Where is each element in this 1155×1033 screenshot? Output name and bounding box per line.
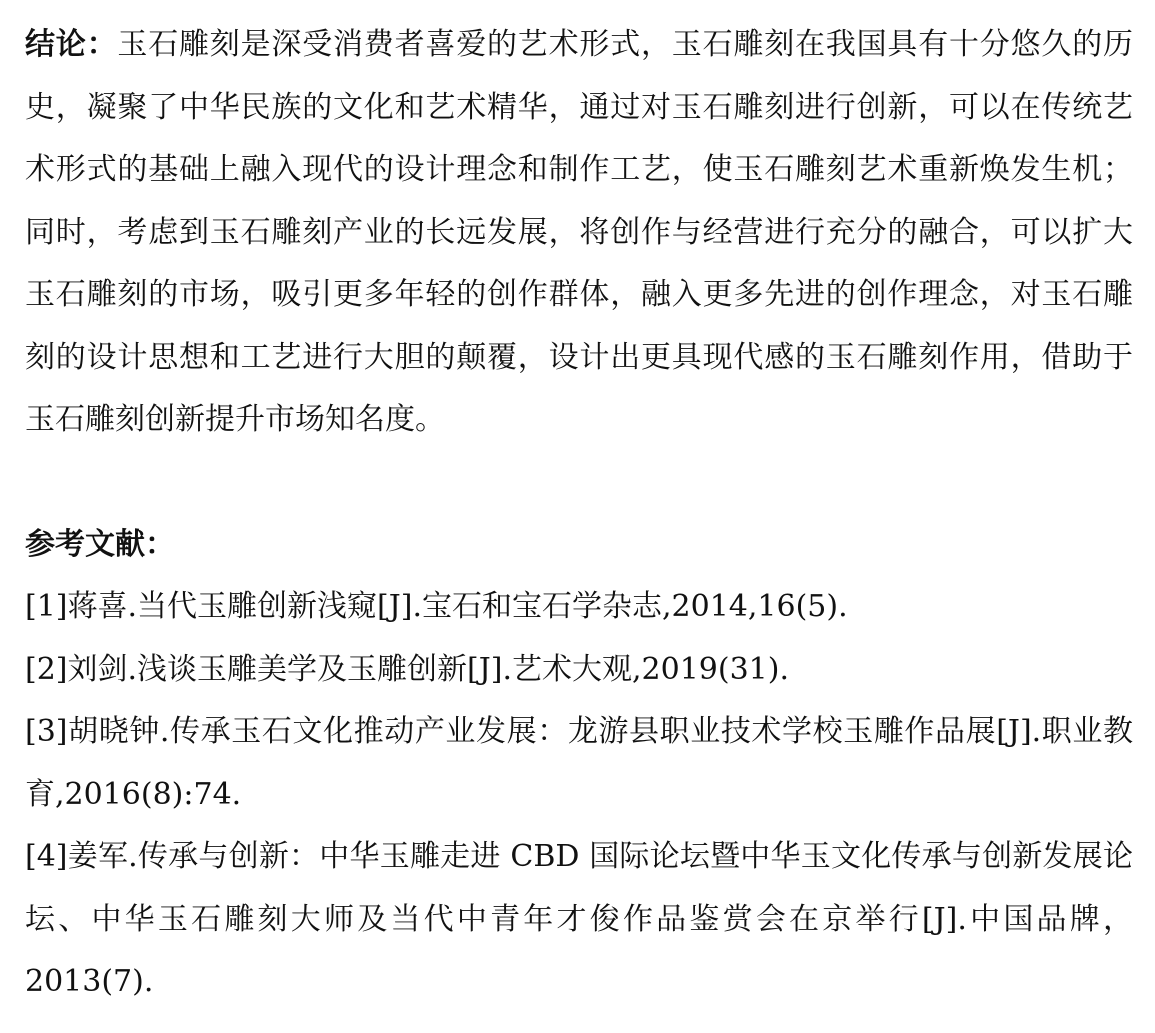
conclusion-label: 结论： (25, 27, 118, 62)
document-page (25, 14, 1133, 1014)
reference-item: [2]刘剑.浅谈玉雕美学及玉雕创新[J].艺术大观,2019(31). (25, 651, 790, 687)
section-spacer (25, 452, 1133, 514)
reference-item: [1]蒋喜.当代玉雕创新浅窥[J].宝石和宝石学杂志,2014,16(5). (25, 589, 848, 624)
conclusion-paragraph (25, 14, 1133, 452)
reference-item: [3]胡晓钟.传承玉石文化推动产业发展：龙游县职业技术学校玉雕作品展[J].职业教育,2016(8):74. (25, 714, 1133, 812)
reference-item: [4]姜军.传承与创新：中华玉雕走进 CBD 国际论坛暨中华玉文化传承与创新发展论坛、中华玉石雕刻大师及当代中青年才俊作品鉴赏会在京举行[J].中国品牌，2013(7). (25, 839, 1133, 999)
references-heading: 参考文献： (25, 526, 175, 562)
conclusion-text: 玉石雕刻是深受消费者喜爱的艺术形式，玉石雕刻在我国具有十分悠久的历史，凝聚了中华民族的文化和艺术精华，通过对玉石雕刻进行创新，可以在传统艺术形式的基础上融入现代的设计理念和制作工艺，使玉石雕刻艺术重新焕发生机；同时，考虑到玉石雕刻产业的长远发展，将创作与经营进行充分的融合，可以扩大玉石雕刻的市场，吸引更多年轻的创作群体，融入更多先进的创作理念，对玉石雕刻的设计思想和工艺进行大胆的颠覆，设计出更具现代感的玉石雕刻作用，借助于玉石雕刻创新提升市场知名度。 (25, 27, 1134, 437)
